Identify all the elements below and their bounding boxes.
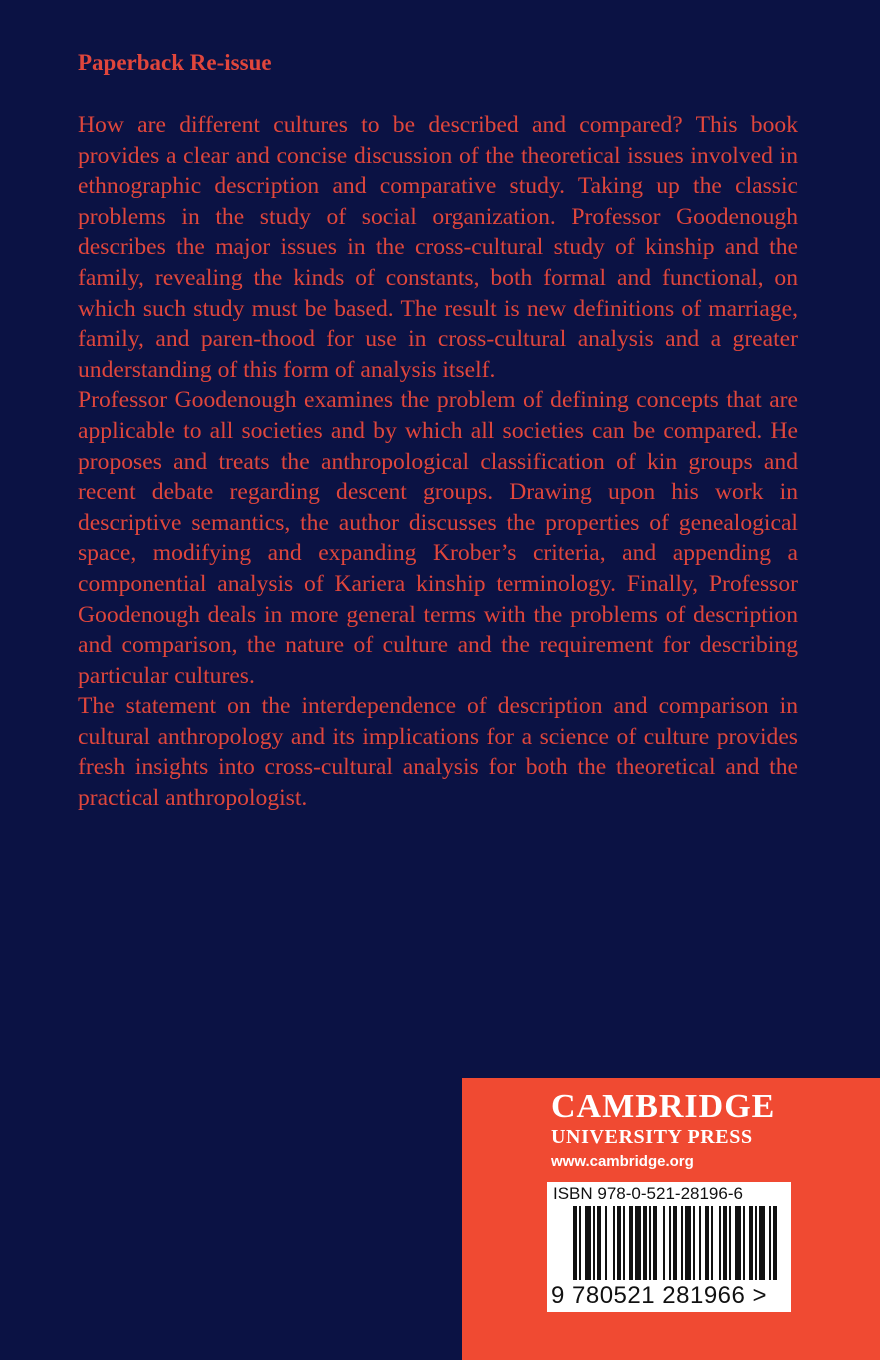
blurb-paragraph: Professor Goodenough examines the problem of defining concepts that are applicable to all societies and by which all societies can be compared. He proposes and treats the anthropological classification of kin groups and recent debate regarding descent groups. Drawing upon his work in descriptive semantics, the author discusses the properties of genealogical space, modifying and expanding Krober’s criteria, and appending a componential analysis of Kariera kinship terminology. Finally, Professor Goodenough deals in more general terms with the problems of description and comparison, the nature of culture and the requirement for describing particular cultures. <box>78 387 798 689</box>
publisher-name: CAMBRIDGE <box>551 1088 776 1125</box>
blurb <box>78 110 798 814</box>
isbn-label: ISBN 978-0-521-28196-6 <box>553 1184 743 1203</box>
reissue-label: Paperback Re-issue <box>78 50 272 75</box>
blurb-paragraph: How are different cultures to be described and compared? This book provides a clear and concise discussion of the theoretical issues involved in ethnographic description and comparative study. Taking up the classic problems in the study of social organization. Professor Goodenough describes the major issues in the cross-cultural study of kinship and the family, revealing the kinds of constants, both formal and functional, on which such study must be based. The result is new definitions of marriage, family, and paren-thood for use in cross-cultural analysis and a greater understanding of this form of analysis itself. <box>78 112 798 383</box>
publisher-panel <box>462 1078 880 1360</box>
blurb-paragraph: The statement on the interdependence of description and comparison in cultural anthropology and its implications for a science of culture provides fresh insights into cross-cultural analysis for both the theoretical and the practical anthropologist. <box>78 693 798 812</box>
barcode <box>547 1182 791 1312</box>
publisher-subtitle: UNIVERSITY PRESS <box>551 1126 753 1148</box>
ean-digits: 9 780521 281966 > <box>551 1282 768 1309</box>
publisher-url: www.cambridge.org <box>551 1153 694 1170</box>
